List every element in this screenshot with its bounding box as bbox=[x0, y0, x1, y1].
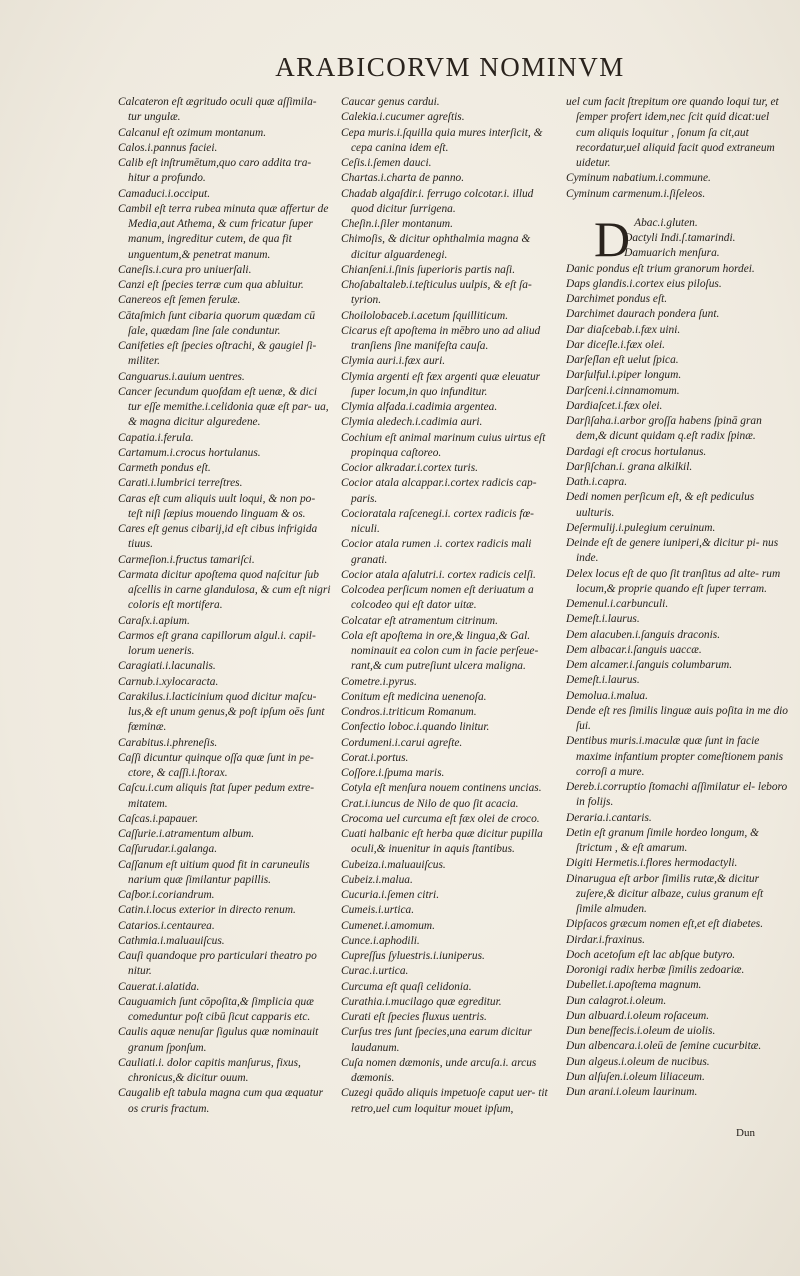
entry-text: Clymia aledech.i.cadimia auri. bbox=[341, 416, 483, 429]
glossary-entry bbox=[118, 263, 331, 278]
entry-text: Capatia.i.ferula. bbox=[118, 431, 194, 444]
glossary-entry bbox=[341, 1086, 554, 1117]
entry-text: Dende eſt res ſimilis linguæ auis poſita in me dio ſui. bbox=[566, 704, 789, 732]
glossary-entry bbox=[341, 263, 554, 278]
glossary-entry bbox=[566, 933, 788, 948]
entry-text: Daps glandis.i.cortex eius piloſus. bbox=[566, 277, 722, 290]
glossary-entry bbox=[341, 171, 554, 186]
entry-text: uel cum facit ſtrepitum ore quando loqui tur, et ſemper profert idem,nec ſcit quid dicat:uel cum aliquis loquitur , ſonum ſa cit,aut recordatur,uel aliquid facit quod extraneum uidetur. bbox=[566, 96, 779, 169]
entry-text: Caſcu.i.cum aliquis ſtat ſuper pedum extre- mitatem. bbox=[118, 782, 315, 810]
entry-text: Deſermulij.i.pulegium ceruinum. bbox=[566, 521, 716, 534]
entry-text: Clymia alfada.i.cadimia argentea. bbox=[341, 401, 498, 413]
entry-text: Dubellet.i.apoſtema magnum. bbox=[566, 979, 702, 992]
entry-text: Cunce.i.aphodili. bbox=[341, 934, 420, 947]
glossary-entry bbox=[118, 187, 331, 202]
entry-text: Canifeties eſt ſpecies oſtrachi, & gaugiel ſi- militer. bbox=[118, 340, 317, 368]
entry-text: Dun albuard.i.oleum roſaceum. bbox=[566, 1009, 710, 1022]
entry-text: Canguarus.i.auium uentres. bbox=[118, 370, 245, 383]
glossary-entry bbox=[566, 689, 788, 704]
entry-text: Cotyla eſt menſura nouem continens uncias. bbox=[341, 782, 542, 795]
entry-text: Delex locus eſt de quo ſit tranſitus ad alte- rum locum,& proprie quando eſt ſuper terram. bbox=[566, 567, 781, 595]
entry-text: Dedi nomen perſicum eſt, & eſt pediculus uulturis. bbox=[566, 491, 755, 519]
entry-text: Dem alacuben.i.ſanguis draconis. bbox=[566, 628, 721, 641]
entry-text: Clymia argenti eſt fæx argenti quæ eleuatur ſuper locum,in quo infunditur. bbox=[341, 370, 541, 398]
column-right bbox=[566, 95, 788, 1100]
glossary-entry bbox=[566, 1009, 788, 1024]
entry-text: Deinde eſt de genere iuniperi,& dicitur pi- nus inde. bbox=[566, 537, 779, 565]
entry-text: Clymia auri.i.fæx auri. bbox=[341, 355, 446, 368]
entry-text: Dinarugua eſt arbor ſimilis rutæ,& dicitur zuſere,& dicitur albaze, cuius granum eſt ſimile almuden. bbox=[566, 872, 764, 915]
entry-text: Carabitus.i.phreneſis. bbox=[118, 736, 218, 749]
entry-text: Dem albacar.i.ſanguis uaccæ. bbox=[566, 643, 702, 656]
entry-text: Darſiſaha.i.arbor groſſa habens ſpinā gran dem,& dicunt quidam q.eſt radix ſpinæ. bbox=[566, 415, 762, 443]
glossary-entry bbox=[341, 126, 554, 157]
glossary-entry bbox=[566, 978, 788, 993]
glossary-entry bbox=[566, 917, 788, 932]
entry-text: Caſſi dicuntur quinque oſſa quæ ſunt in pe- ctore, & caſſi.i.ſtorax. bbox=[118, 751, 314, 779]
entry-text: Dactyli Indi.ſ.tamarindi. bbox=[624, 232, 736, 244]
glossary-entry bbox=[566, 856, 788, 871]
entry-text: Dentibus muris.i.maculæ quæ ſunt in facie maxime infantium propter comeſtionem panis corroſi a mure. bbox=[566, 735, 784, 778]
glossary-entry bbox=[341, 797, 554, 812]
glossary-entry bbox=[566, 826, 788, 857]
glossary-entry bbox=[118, 675, 331, 690]
entry-text: Caucar genus cardui. bbox=[341, 96, 440, 108]
glossary-entry bbox=[566, 628, 788, 643]
entry-text: Carakilus.i.lacticinium quod dicitur maſcu- lus,& eſt unum genus,& poſt ipſum oēs ſunt fœminæ. bbox=[118, 690, 325, 734]
glossary-entry bbox=[566, 490, 788, 521]
glossary-entry bbox=[566, 780, 788, 811]
entry-text: Demolua.i.malua. bbox=[566, 689, 648, 702]
glossary-entry bbox=[566, 292, 788, 307]
entry-text: Cubeiza.i.maluauiſcus. bbox=[341, 858, 446, 871]
entry-text: Digiti Hermetis.i.flores hermodactyli. bbox=[566, 857, 738, 870]
entry-text: Demenul.i.carbunculi. bbox=[566, 598, 669, 610]
entry-text: Caras eſt cum aliquis uult loqui, & non po- teſt niſi ſæpius mouendo linguam & os. bbox=[118, 492, 316, 520]
glossary-entry bbox=[566, 521, 788, 536]
entry-text: Darſceni.i.cinnamomum. bbox=[566, 384, 680, 397]
glossary-entry bbox=[118, 1025, 331, 1056]
entry-text: Curſus tres ſunt ſpecies,una earum dicitur laudanum. bbox=[341, 1026, 532, 1054]
glossary-entry bbox=[566, 734, 788, 780]
glossary-entry bbox=[566, 1039, 788, 1054]
glossary-entry bbox=[566, 612, 788, 627]
entry-text: Canzi eſt ſpecies terræ cum qua abluitur. bbox=[118, 279, 304, 291]
glossary-entry bbox=[118, 690, 331, 736]
entry-text: Deraria.i.cantaris. bbox=[566, 811, 652, 824]
glossary-entry bbox=[341, 888, 554, 903]
entry-text: Dar diceſle.i.fæx olei. bbox=[566, 338, 666, 351]
glossary-entry bbox=[566, 307, 788, 322]
column-middle bbox=[341, 95, 554, 1117]
entry-text: Chadab algaſdir.i. ferrugo colcotar.i. illud quod dicitur ſurrigena. bbox=[341, 187, 534, 215]
entry-text: Caſſanum eſt uitium quod fit in caruneulis narium quæ ſimilantur papillis. bbox=[118, 858, 310, 886]
glossary-entry bbox=[341, 370, 554, 401]
glossary-entry bbox=[566, 1024, 788, 1039]
entry-text: Choſabaltaleb.i.teſticulus uulpis, & eſt ſa- tyrion. bbox=[341, 279, 532, 307]
entry-text: Cocior alkradar.i.cortex turis. bbox=[341, 462, 478, 474]
glossary-entry bbox=[118, 858, 331, 889]
entry-text: Cepa muris.i.ſquilla quia mures interſicit, & cepa canina idem eſt. bbox=[341, 126, 543, 154]
glossary-entry bbox=[566, 445, 788, 460]
glossary-entry bbox=[341, 476, 554, 507]
entry-text: Cubeiz.i.malua. bbox=[341, 873, 413, 886]
entry-text: Carnub.i.xylocaracta. bbox=[118, 675, 219, 688]
glossary-entry bbox=[566, 368, 788, 383]
entry-text: Cicarus eſt apoſtema in mēbro uno ad aliud tranſiens ſine manifeſta cauſa. bbox=[341, 324, 541, 352]
entry-text: Damuarich menſura. bbox=[624, 247, 720, 260]
glossary-entry bbox=[118, 568, 331, 614]
glossary-entry bbox=[566, 262, 788, 277]
glossary-entry bbox=[118, 446, 331, 461]
entry-text: Cuzegi quādo aliquis impetuoſe caput uer- tit retro,uel cum loquitur mouet ipſum, bbox=[341, 1087, 548, 1115]
glossary-entry bbox=[118, 659, 331, 674]
entry-text: Catarios.i.centaurea. bbox=[118, 919, 215, 932]
glossary-entry bbox=[341, 629, 554, 675]
entry-text: Calcanul eſt ozimum montanum. bbox=[118, 126, 267, 139]
glossary-entry bbox=[118, 370, 331, 385]
entry-text: Dun arani.i.oleum laurinum. bbox=[566, 1086, 698, 1098]
glossary-entry bbox=[566, 399, 788, 414]
catchword: Dun bbox=[736, 1127, 755, 1139]
glossary-entry bbox=[566, 171, 788, 186]
glossary-entry bbox=[341, 568, 554, 583]
entry-text: Cocior atala alcappar.i.cortex radicis cap- paris. bbox=[341, 477, 537, 505]
drop-cap-letter: D bbox=[594, 210, 631, 267]
glossary-entry bbox=[118, 95, 331, 126]
glossary-entry bbox=[566, 673, 788, 688]
entry-text: Cauguamich ſunt cōpoſita,& ſimplicia quæ comeduntur poſt cibū ſicut capparis etc. bbox=[118, 995, 314, 1023]
glossary-entry bbox=[566, 1070, 788, 1085]
entry-text: Dath.i.capra. bbox=[566, 476, 628, 488]
glossary-entry bbox=[341, 720, 554, 735]
glossary-entry bbox=[341, 431, 554, 462]
glossary-entry bbox=[341, 156, 554, 171]
entry-text: Dardagi eſt crocus hortulanus. bbox=[566, 445, 707, 458]
glossary-entry bbox=[566, 994, 788, 1009]
glossary-entry bbox=[341, 1025, 554, 1056]
glossary-entry bbox=[341, 705, 554, 720]
glossary-entry bbox=[118, 385, 331, 431]
glossary-entry bbox=[118, 293, 331, 308]
entry-text: Carmeth pondus eſt. bbox=[118, 462, 211, 474]
glossary-entry bbox=[118, 995, 331, 1026]
entry-text: Cambil eſt terra rubea minuta quæ affertur de Media,aut Athema, & cum fricatur ſuper manum, ingreditur cutem, de qua fit unguentum,& penetrat manum. bbox=[118, 202, 329, 261]
entry-text: Cocior atala aſalutri.i. cortex radicis celſi. bbox=[341, 568, 536, 581]
entry-text: Darchimet pondus eſt. bbox=[566, 293, 668, 305]
glossary-entry bbox=[118, 812, 331, 827]
entry-text: Cocioratala raſcenegi.i. cortex radicis fœ- niculi. bbox=[341, 507, 534, 535]
entry-text: Doch acetoſum eſt lac abſque butyro. bbox=[566, 948, 736, 961]
entry-text: Cochium eſt animal marinum cuius uirtus eſt propinqua caſtoreo. bbox=[341, 431, 546, 459]
entry-text: Catin.i.locus exterior in directo renum. bbox=[118, 904, 296, 917]
glossary-entry bbox=[341, 980, 554, 995]
entry-text: Canereos eſt ſemen ferulæ. bbox=[118, 294, 241, 307]
entry-text: Cola eſt apoſtema in ore,& lingua,& Gal. nominauit ea colon cum in facie perſeue- rant,& cum putreſiunt ulcera maligna. bbox=[341, 629, 539, 673]
entry-text: Caſcas.i.papauer. bbox=[118, 812, 199, 825]
glossary-entry bbox=[341, 537, 554, 568]
entry-text: Cares eſt genus cibarij,id eſt cibus infrigida tiuus. bbox=[118, 523, 318, 551]
glossary-entry bbox=[118, 1086, 331, 1117]
glossary-entry bbox=[118, 476, 331, 491]
glossary-entry bbox=[118, 431, 331, 446]
entry-text: Darſiſchan.i. grana alkilkil. bbox=[566, 460, 693, 473]
entry-text: Curac.i.urtica. bbox=[341, 965, 409, 978]
entry-text: Crat.i.iuncus de Nilo de quo ſit acacia. bbox=[341, 797, 519, 810]
entry-text: Dardiaſcet.i.fæx olei. bbox=[566, 399, 663, 412]
glossary-entry bbox=[566, 277, 788, 292]
entry-text: Cordumeni.i.carui agreſte. bbox=[341, 736, 463, 749]
entry-text: Caraſx.i.apium. bbox=[118, 614, 190, 627]
glossary-entry bbox=[118, 309, 331, 340]
entry-text: Cauſi quandoque pro particulari theatro po nitur. bbox=[118, 950, 317, 978]
entry-text: Curcuma eſt quaſi celidonia. bbox=[341, 980, 472, 993]
entry-text: Calos.i.pannus faciei. bbox=[118, 141, 218, 154]
entry-text: Caragiati.i.lacunalis. bbox=[118, 660, 216, 673]
glossary-entry bbox=[341, 95, 554, 110]
entry-text: Cyminum nabatium.i.commune. bbox=[566, 172, 711, 185]
entry-text: Cumeis.i.urtica. bbox=[341, 904, 415, 917]
entry-text: Cuſa nomen dæmonis, unde arcuſa.i. arcus dæmonis. bbox=[341, 1056, 537, 1084]
glossary-entry bbox=[566, 95, 788, 171]
glossary-entry bbox=[566, 704, 788, 735]
glossary-entry bbox=[341, 309, 554, 324]
entry-text: Calekia.i.cucumer agreſtis. bbox=[341, 111, 465, 124]
glossary-entry bbox=[341, 858, 554, 873]
glossary-entry bbox=[566, 187, 788, 202]
entry-text: Chianſeni.i.ſinis ſuperioris partis naſi. bbox=[341, 263, 516, 276]
glossary-entry bbox=[566, 475, 788, 490]
entry-text: Cocior atala rumen .i. cortex radicis mali granati. bbox=[341, 538, 532, 566]
glossary-entry bbox=[118, 827, 331, 842]
glossary-entry bbox=[118, 903, 331, 918]
glossary-entry bbox=[118, 629, 331, 660]
entry-text: Crocoma uel curcuma eſt fæx olei de croco. bbox=[341, 812, 540, 825]
glossary-entry bbox=[341, 995, 554, 1010]
entry-text: Darſeſlan eſt uelut ſpica. bbox=[566, 354, 679, 366]
glossary-entry bbox=[341, 873, 554, 888]
glossary-entry bbox=[341, 110, 554, 125]
entry-text: Dipſacos græcum nomen eſt,et eſt diabetes. bbox=[566, 918, 764, 931]
glossary-entry bbox=[341, 827, 554, 858]
entry-text: Cuati halbanic eſt herba quæ dicitur pupilla oculi,& inuenitur in aquis ſtantibus. bbox=[341, 828, 543, 856]
page-title: ARABICORVM NOMINVM bbox=[275, 52, 625, 82]
glossary-entry bbox=[118, 842, 331, 857]
entry-text: Curati eſt ſpecies fluxus uentris. bbox=[341, 1011, 487, 1023]
entry-text: Detin eſt granum ſimile hordeo longum, & ſtrictum , & eſt amarum. bbox=[566, 826, 759, 854]
glossary-entry bbox=[341, 232, 554, 263]
entry-text: Caſſurie.i.atramentum album. bbox=[118, 828, 255, 840]
entry-text: Caulis aquæ nenuſar ſigulus quæ nominauit granum ſponſum. bbox=[118, 1026, 319, 1054]
glossary-entry bbox=[341, 781, 554, 796]
entry-text: Chartas.i.charta de panno. bbox=[341, 172, 465, 185]
glossary-entry bbox=[341, 903, 554, 918]
entry-text: Calib eſt inſtrumētum,quo caro addita tra- hitur a profundo. bbox=[118, 157, 312, 185]
glossary-entry bbox=[341, 187, 554, 218]
entry-text: Carmos eſt grana capillorum algul.i. capil- lorum ueneris. bbox=[118, 629, 316, 657]
glossary-entry bbox=[341, 583, 554, 614]
entry-text: Dun calagrot.i.oleum. bbox=[566, 994, 667, 1007]
glossary-entry bbox=[566, 1055, 788, 1070]
glossary-entry bbox=[341, 415, 554, 430]
entry-text: Carati.i.lumbrici terreſtres. bbox=[118, 477, 243, 490]
entry-text: Camaduci.i.occiput. bbox=[118, 187, 211, 200]
entry-text: Cupreſſus ſyluestris.i.iuniperus. bbox=[341, 950, 485, 962]
entry-text: Cartamum.i.crocus hortulanus. bbox=[118, 446, 261, 459]
entry-text: Abac.i.gluten. bbox=[634, 216, 698, 229]
entry-text: Darſulful.i.piper longum. bbox=[566, 369, 682, 382]
entry-text: Carmeſion.i.fructus tamariſci. bbox=[118, 553, 255, 566]
glossary-entry bbox=[566, 963, 788, 978]
entry-text: Caſbor.i.coriandrum. bbox=[118, 889, 215, 901]
column-left bbox=[118, 95, 331, 1117]
glossary-entry bbox=[341, 736, 554, 751]
entry-text: Corat.i.portus. bbox=[341, 751, 409, 764]
glossary-entry bbox=[341, 964, 554, 979]
glossary-entry bbox=[118, 522, 331, 553]
entry-text: Cancer ſecundum quoſdam eſt uenæ, & dici tur eſſe memithe.i.celidonia quæ eſt par- ua, & magna dicitur alguredene. bbox=[118, 385, 329, 429]
glossary-entry bbox=[566, 460, 788, 475]
entry-text: Cheſin.i.ſiler montanum. bbox=[341, 218, 454, 230]
glossary-entry bbox=[341, 507, 554, 538]
entry-text: Demeſt.i.laurus. bbox=[566, 674, 640, 687]
glossary-entry bbox=[566, 384, 788, 399]
entry-text: Dun beneſfecis.i.oleum de uiolis. bbox=[566, 1025, 716, 1037]
glossary-entry bbox=[118, 126, 331, 141]
glossary-entry bbox=[566, 643, 788, 658]
glossary-entry bbox=[118, 339, 331, 370]
glossary-entry bbox=[566, 353, 788, 368]
glossary-entry bbox=[341, 1010, 554, 1025]
glossary-entry bbox=[341, 354, 554, 369]
glossary-entry bbox=[341, 751, 554, 766]
glossary-entry bbox=[566, 811, 788, 826]
entry-text: Curathia.i.mucilago quæ egreditur. bbox=[341, 995, 502, 1008]
entry-text: Demeſt.i.laurus. bbox=[566, 613, 640, 626]
entry-text: Dun algeus.i.oleum de nucibus. bbox=[566, 1055, 710, 1068]
glossary-entry bbox=[118, 980, 331, 995]
entry-text: Chimoſis, & dicitur ophthalmia magna & dicitur alguardenegi. bbox=[341, 233, 531, 261]
glossary-entry bbox=[118, 492, 331, 523]
glossary-entry bbox=[118, 949, 331, 980]
glossary-entry bbox=[118, 461, 331, 476]
glossary-entry bbox=[341, 675, 554, 690]
entry-text: Dun alſuſen.i.oleum liliaceum. bbox=[566, 1070, 705, 1083]
entry-text: Cathmia.i.maluauiſcus. bbox=[118, 934, 225, 947]
glossary-entry bbox=[118, 553, 331, 568]
entry-text: Condros.i.triticum Romanum. bbox=[341, 706, 477, 718]
entry-text: Choilolobaceb.i.acetum ſquilliticum. bbox=[341, 309, 509, 322]
entry-text: Colcatar eſt atramentum citrinum. bbox=[341, 614, 498, 627]
entry-text: Danic pondus eſt trium granorum hordei. bbox=[566, 262, 755, 275]
entry-text: Calcateron eſt ægritudo oculi quæ aſſimila- tur ungulæ. bbox=[118, 96, 317, 124]
glossary-entry bbox=[118, 202, 331, 263]
glossary-entry bbox=[566, 948, 788, 963]
glossary-entry bbox=[118, 278, 331, 293]
glossary-entry bbox=[566, 597, 788, 612]
glossary-entry bbox=[118, 141, 331, 156]
glossary-entry bbox=[341, 934, 554, 949]
entry-text: Coſſore.i.ſpuma maris. bbox=[341, 767, 445, 779]
glossary-entry bbox=[118, 1056, 331, 1087]
entry-text: Cyminum carmenum.i.ſiſeleos. bbox=[566, 187, 706, 200]
entry-text: Caſſurudar.i.galanga. bbox=[118, 843, 218, 856]
entry-text: Confectio loboc.i.quando linitur. bbox=[341, 721, 490, 734]
glossary-entry bbox=[341, 217, 554, 232]
entry-text: Dun albencara.i.oleū de ſemine cucurbitæ. bbox=[566, 1040, 762, 1053]
entry-text: Dereb.i.corruptio ſtomachi aſſimilatur el- leboro in folijs. bbox=[566, 781, 788, 809]
glossary-entry bbox=[118, 751, 331, 782]
entry-text: Cauerat.i.alatida. bbox=[118, 980, 200, 993]
glossary-entry bbox=[566, 414, 788, 445]
glossary-entry bbox=[341, 690, 554, 705]
glossary-entry bbox=[566, 323, 788, 338]
glossary-entry bbox=[118, 781, 331, 812]
glossary-entry bbox=[341, 324, 554, 355]
entry-text: Dirdar.i.fraxinus. bbox=[566, 933, 646, 946]
entry-text: Conitum eſt medicina uenenoſa. bbox=[341, 690, 487, 703]
entry-text: Ceſis.i.ſemen dauci. bbox=[341, 157, 432, 169]
glossary-entry bbox=[341, 949, 554, 964]
entry-text: Cātaſmich ſunt cibaria quorum quædam cū ſale, quædam ſine ſale conduntur. bbox=[118, 309, 316, 337]
entry-text: Cucuria.i.ſemen citri. bbox=[341, 889, 440, 901]
glossary-entry bbox=[118, 614, 331, 629]
glossary-entry bbox=[566, 658, 788, 673]
glossary-entry bbox=[118, 919, 331, 934]
glossary-entry bbox=[341, 766, 554, 781]
glossary-entry bbox=[118, 934, 331, 949]
entry-text: Darchimet daurach pondera ſunt. bbox=[566, 308, 720, 321]
glossary-entry bbox=[341, 1056, 554, 1087]
glossary-entry bbox=[341, 461, 554, 476]
entry-text: Cometre.i.pyrus. bbox=[341, 675, 417, 688]
glossary-entry bbox=[566, 1085, 788, 1100]
glossary-entry bbox=[566, 872, 788, 918]
glossary-entry bbox=[341, 919, 554, 934]
glossary-entry bbox=[341, 614, 554, 629]
entry-text: Colcodea perſicum nomen eſt deriuatum a colcodeo qui eſt dator uitæ. bbox=[341, 584, 534, 612]
glossary-entry bbox=[566, 567, 788, 598]
entry-text: Caneſis.i.cura pro uniuerſali. bbox=[118, 263, 252, 276]
entry-text: Caugalib eſt tabula magna cum qua æquatur os cruris fractum. bbox=[118, 1087, 324, 1115]
glossary-entry bbox=[341, 812, 554, 827]
entry-text: Dar diaſcebab.i.fæx uini. bbox=[566, 323, 681, 336]
glossary-entry bbox=[118, 736, 331, 751]
glossary-entry bbox=[341, 400, 554, 415]
entry-text: Carmata dicitur apoſtema quod naſcitur ſub aſcellis in carne glandulosa, & cum eſt nigri coloris eſt mortifera. bbox=[118, 568, 331, 612]
entry-text: Dem alcamer.i.ſanguis columbarum. bbox=[566, 659, 733, 671]
glossary-entry bbox=[118, 156, 331, 187]
entry-text: Cumenet.i.amomum. bbox=[341, 919, 435, 932]
glossary-entry bbox=[341, 278, 554, 309]
glossary-entry bbox=[118, 888, 331, 903]
glossary-entry bbox=[566, 536, 788, 567]
entry-text: Doronigi radix herbæ ſimilis zedoariæ. bbox=[566, 964, 745, 976]
glossary-entry bbox=[566, 338, 788, 353]
entry-text: Cauliati.i. dolor capitis manſurus, fixus, chronicus,& dicitur ouum. bbox=[118, 1056, 301, 1084]
